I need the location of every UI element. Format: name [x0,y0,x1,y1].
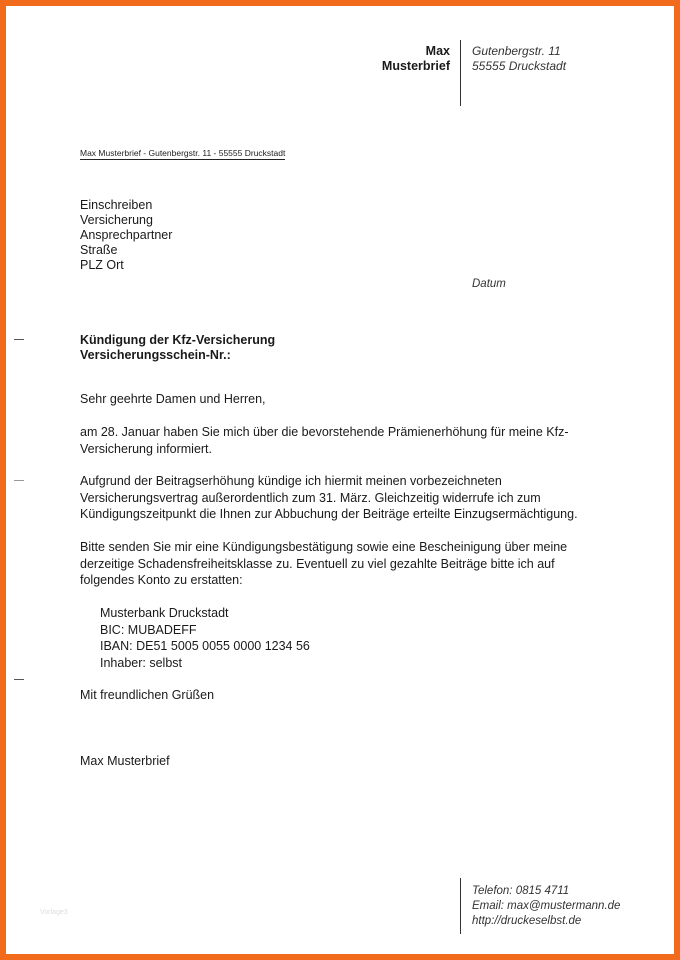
recipient-line: PLZ Ort [80,258,124,272]
bank-name: Musterbank Druckstadt [100,606,229,620]
recipient-block [80,198,172,273]
paragraph: am 28. Januar haben Sie mich über die bevorstehende Prämienerhöhung für meine Kfz-Versicherung informiert. [80,425,569,456]
recipient-line: Straße [80,243,118,257]
recipient-line: Einschreiben [80,198,153,212]
salutation: Sehr geehrte Damen und Herren, [80,392,266,406]
watermark: Vorlage3 [40,909,68,916]
punch-mark [14,480,24,481]
bank-iban: IBAN: DE51 5005 0055 0000 1234 56 [100,639,310,653]
return-address-line: Max Musterbrief - Gutenbergstr. 11 - 55555 Druckstadt [80,148,286,158]
closing: Mit freundlichen Grüßen [80,688,215,702]
sender-city: 55555 Druckstadt [472,59,567,73]
footer-divider [460,878,461,934]
sender-name [336,44,450,74]
fold-mark-bottom [14,679,24,680]
footer-phone: Telefon: 0815 4711 [472,885,570,897]
sender-first-name: Max [425,44,450,58]
paragraph: Bitte senden Sie mir eine Kündigungsbestätigung sowie eine Bescheinigung über meine derzeitige Schadensfreiheitsklasse zu. Eventuell zu viel gezahlte Beiträge bitte ich auf folgendes Konto zu erstatten: [80,540,568,587]
footer-email: Email: max@mustermann.de [472,900,621,912]
subject-line: Kündigung der Kfz-Versicherung [80,333,276,347]
footer-website: http://druckeselbst.de [472,915,582,927]
recipient-line: Versicherung [80,213,153,227]
recipient-line: Ansprechpartner [80,228,173,242]
sender-address [472,44,566,74]
sender-last-name: Musterbrief [381,59,450,73]
subject-block [80,333,275,363]
bank-bic: BIC: MUBADEFF [100,622,197,637]
footer-contact [472,884,620,929]
letter-page [6,6,674,954]
fold-mark-top [14,339,24,340]
paragraph: Aufgrund der Beitragserhöhung kündige ich hiermit meinen vorbezeichneten Versicherungsvertrag außerordentlich zum 31. März. Gleichzeitig widerrufe ich zum Kündigungszeitpunkt die Ihnen zur Abbuchung der Beiträge erteilte Einzugsermächtigung. [80,474,578,521]
bank-details [100,605,310,671]
date-label: Datum [472,278,506,290]
sender-street: Gutenbergstr. 11 [472,44,561,58]
signature-name: Max Musterbrief [80,754,170,768]
subject-line: Versicherungsschein-Nr.: [80,348,231,362]
header-divider [460,40,461,106]
bank-holder: Inhaber: selbst [100,655,182,670]
